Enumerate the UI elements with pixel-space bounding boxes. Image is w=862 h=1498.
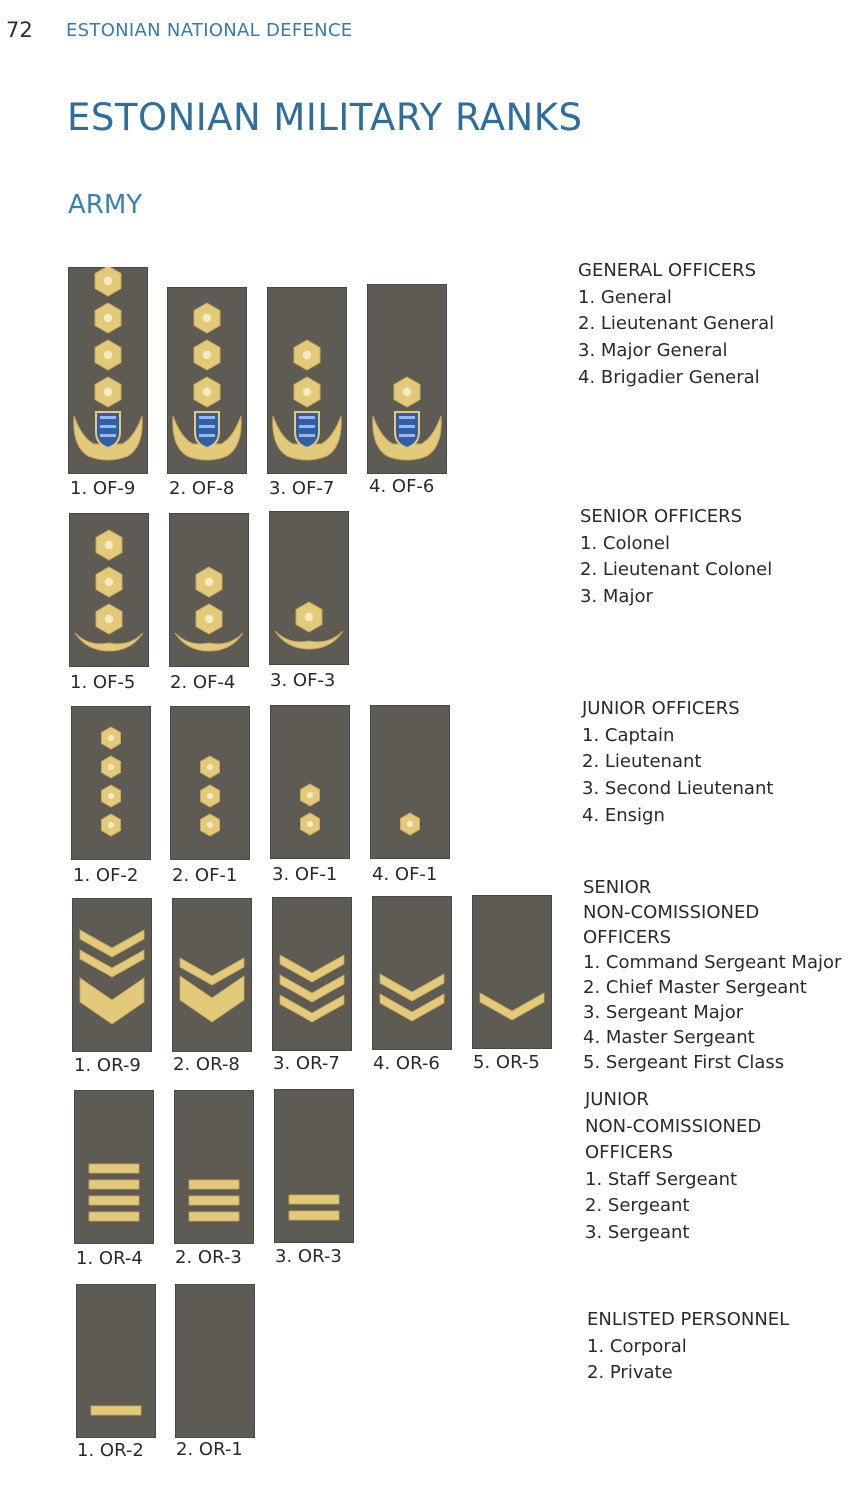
rank-group-heading: SENIOR OFFICERS [580,506,743,527]
section-title-army: ARMY [68,190,143,220]
rank-name: 2. Lieutenant Colonel [580,559,773,581]
shoulder-board-insignia-icon [367,284,447,474]
rank-name: 3. Second Lieutenant [582,778,774,800]
rank-code-caption: 1. OF-5 [70,672,136,693]
shoulder-board-insignia-icon [472,895,552,1049]
rank-name: 2. Private [587,1362,673,1384]
shoulder-board-insignia-icon [269,511,349,665]
rank-code-caption: 4. OR-6 [373,1053,440,1074]
shoulder-board-insignia-icon [370,705,450,859]
shoulder-board-insignia-icon [270,705,350,859]
rank-code-caption: 2. OF-8 [169,478,235,499]
rank-list [582,696,773,830]
shoulder-board-insignia-icon [267,287,347,474]
page-title: ESTONIAN MILITARY RANKS [67,96,583,139]
rank-code-caption: 1. OR-9 [74,1055,141,1076]
rank-code-caption: 2. OR-1 [176,1439,243,1460]
rank-code-caption: 3. OF-3 [270,670,336,691]
rank-bar-icon [289,1211,339,1220]
chevron-stripe-icon [180,958,244,985]
rank-code-caption: 2. OF-1 [172,865,238,886]
shoulder-board [274,1089,354,1243]
rank-name: 1. Staff Sergeant [585,1168,738,1190]
rank-code-caption: 3. OR-3 [275,1246,342,1267]
rank-bar-icon [89,1164,139,1173]
rank-code-caption: 4. OF-6 [369,476,435,497]
rank-list [580,504,772,611]
rank-name: 2. Sergeant [585,1195,690,1216]
rank-name: 4. Master Sergeant [583,1027,755,1048]
shoulder-board [370,705,450,859]
chevron-stripe-icon [480,993,544,1020]
rank-name: 2. Lieutenant General [578,313,775,335]
rank-list [578,258,774,392]
rank-group-heading: ENLISTED PERSONNEL [587,1309,790,1330]
rank-code-caption: 1. OF-2 [73,865,139,886]
rank-bar-icon [289,1195,339,1204]
rank-code-caption: 3. OF-1 [272,864,338,885]
rank-code-caption: 1. OR-2 [77,1440,144,1461]
rank-group-heading: GENERAL OFFICERS [578,260,757,281]
rank-bar-icon [89,1212,139,1221]
rank-code-caption: 2. OR-8 [173,1054,240,1075]
shoulder-board [267,287,347,474]
shoulder-board [76,1284,156,1438]
rank-bar-icon [91,1406,141,1415]
rank-name: 3. Sergeant Major [583,1002,744,1023]
rank-code-caption: 3. OR-7 [273,1053,340,1074]
shoulder-board-insignia-icon [170,706,250,860]
shoulder-board [270,705,350,859]
shoulder-board-insignia-icon [71,706,151,860]
shoulder-board [68,267,148,474]
rank-group-heading: NON-COMISSIONED [583,902,760,923]
shoulder-board-insignia-icon [72,898,152,1052]
rank-group-heading: OFFICERS [585,1142,674,1163]
rank-list [587,1307,789,1387]
shoulder-board [269,511,349,665]
rank-code-caption: 1. OR-4 [76,1248,143,1269]
shoulder-board [367,284,447,474]
rank-bar-icon [89,1180,139,1189]
shoulder-board-insignia-icon [167,287,247,474]
oak-branch-icon [275,631,343,649]
oak-branch-icon [175,633,243,651]
shoulder-board [167,287,247,474]
rank-code-caption: 3. OF-7 [269,478,335,499]
shoulder-board [272,897,352,1051]
shoulder-board-insignia-icon [68,267,148,474]
rank-code-caption: 1. OF-9 [70,478,136,499]
rank-group-heading: OFFICERS [583,927,672,948]
rank-group-heading: SENIOR [583,877,652,898]
rank-bar-icon [189,1212,239,1221]
rank-name: 4. Brigadier General [578,366,760,388]
shoulder-board-insignia-icon [174,1090,254,1244]
shoulder-board-insignia-icon [169,513,249,667]
rank-list [585,1087,761,1246]
rank-bar-icon [89,1196,139,1205]
rank-group-heading: JUNIOR [585,1089,649,1110]
shoulder-board [170,706,250,860]
rank-code-caption: 4. OF-1 [372,864,438,885]
rank-name: 4. Ensign [582,804,665,826]
shoulder-board [72,898,152,1052]
chevron-stripe-icon [280,955,344,982]
rank-code-caption: 2. OF-4 [170,672,236,693]
chevron-stripe-icon [80,978,144,1024]
oak-branch-icon [75,633,143,651]
chevron-stripe-icon [380,974,444,1001]
rank-bar-icon [189,1180,239,1189]
shoulder-board [172,898,252,1052]
chevron-stripe-icon [80,930,144,957]
shoulder-board [169,513,249,667]
rank-name: 1. Command Sergeant Major [583,952,842,973]
shoulder-board-insignia-icon [274,1089,354,1243]
shoulder-board-insignia-icon [69,513,149,667]
shoulder-board [71,706,151,860]
shoulder-board [372,896,452,1050]
rank-code-caption: 5. OR-5 [473,1052,540,1073]
shoulder-board [472,895,552,1049]
rank-name: 1. Captain [582,724,675,746]
rank-group-heading: NON-COMISSIONED [585,1115,762,1137]
shoulder-board-insignia-icon [372,896,452,1050]
shoulder-board-insignia-icon [172,898,252,1052]
rank-name: 3. Sergeant [585,1221,690,1243]
rank-group-heading: JUNIOR OFFICERS [582,698,740,719]
rank-name: 1. Colonel [580,532,670,554]
shoulder-board [69,513,149,667]
rank-name: 3. Major [580,586,653,608]
rank-name: 5. Sergeant First Class [583,1052,785,1073]
rank-name: 3. Major General [578,340,728,362]
rank-name: 1. General [578,286,672,308]
rank-code-caption: 2. OR-3 [175,1247,242,1268]
rank-name: 2. Lieutenant [582,751,702,773]
shoulder-board [175,1284,255,1438]
rank-list [583,875,841,1075]
shoulder-board-insignia-icon [76,1284,156,1438]
shoulder-board-insignia-icon [74,1090,154,1244]
shoulder-board [74,1090,154,1244]
page-number: 72 [6,18,33,42]
running-head: ESTONIAN NATIONAL DEFENCE [66,20,353,41]
shoulder-board [174,1090,254,1244]
rank-name: 1. Corporal [587,1335,687,1357]
rank-name: 2. Chief Master Sergeant [583,977,807,998]
rank-bar-icon [189,1196,239,1205]
shoulder-board-insignia-icon [272,897,352,1051]
shoulder-board-insignia-icon [175,1284,255,1438]
